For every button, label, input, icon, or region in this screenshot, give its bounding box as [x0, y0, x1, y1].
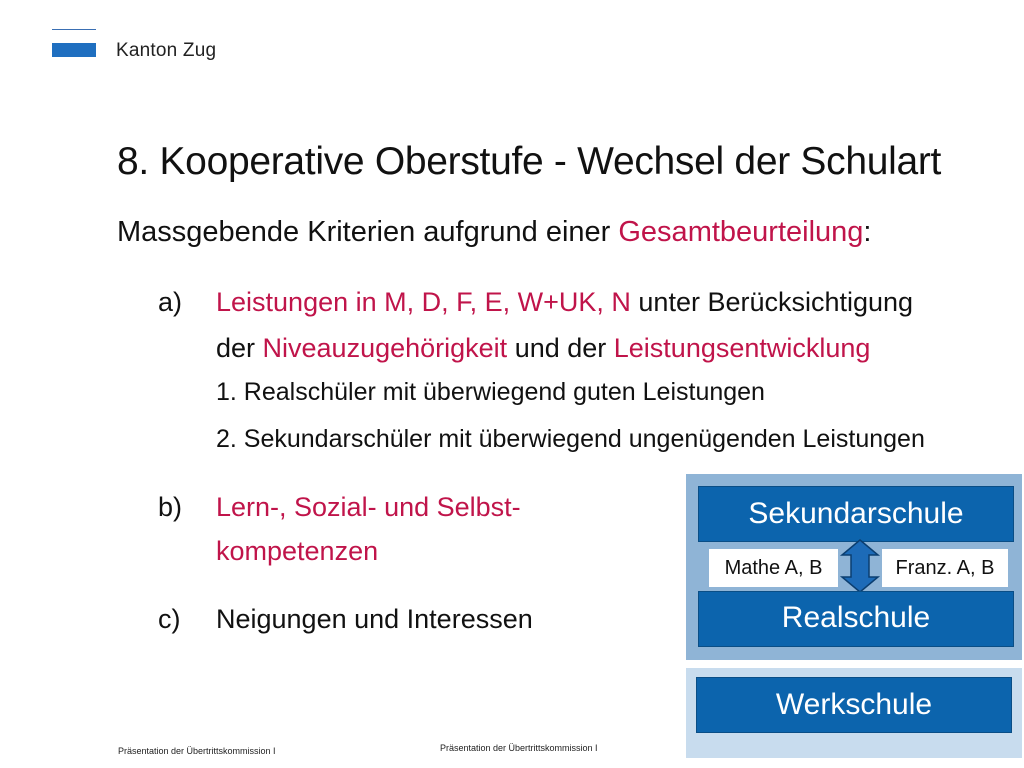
slide-title: 8. Kooperative Oberstufe - Wechsel der Schulart	[117, 140, 942, 183]
item-b-line1: Lern-, Sozial- und Selbst-	[216, 492, 521, 522]
item-a-marker: a)	[158, 287, 183, 317]
footer-center: Präsentation der Übertrittskommission I	[440, 743, 598, 753]
item-c-text: Neigungen und Interessen	[216, 604, 533, 634]
item-b-line2: kompetenzen	[216, 536, 379, 566]
werkschule-box: Werkschule	[696, 677, 1012, 733]
item-a-entwicklung: Leistungsentwicklung	[613, 333, 871, 363]
item-a-der: der	[216, 333, 263, 363]
footer-left: Präsentation der Übertrittskommission I	[118, 746, 276, 756]
mathe-label: Mathe A, B	[709, 549, 838, 587]
item-a-line2	[216, 333, 870, 364]
subtitle-highlight: Gesamtbeurteilung	[618, 216, 864, 248]
item-a-sub1: 1. Realschüler mit überwiegend guten Leistungen	[216, 378, 765, 406]
sekundarschule-box: Sekundarschule	[698, 486, 1014, 542]
realschule-box: Realschule	[698, 591, 1014, 647]
subtitle-suffix: :	[863, 216, 872, 248]
item-a-mid: und der	[507, 333, 614, 363]
item-a-line1	[216, 287, 913, 318]
franz-label: Franz. A, B	[882, 549, 1008, 587]
item-a-line1-rest: unter Berücksichtigung	[630, 287, 914, 317]
brand-name: Kanton Zug	[116, 40, 217, 61]
item-b-marker: b)	[158, 492, 183, 522]
logo-mark	[52, 43, 96, 57]
item-a-subjects: Leistungen in M, D, F, E, W+UK, N	[216, 287, 631, 317]
item-a-sub2: 2. Sekundarschüler mit überwiegend ungenügenden Leistungen	[216, 425, 925, 453]
item-a-niveau: Niveauzugehörigkeit	[262, 333, 508, 363]
subtitle-prefix: Massgebende Kriterien aufgrund einer	[117, 216, 619, 248]
slide-subtitle	[117, 216, 871, 249]
double-arrow-icon	[836, 538, 884, 594]
item-c-marker: c)	[158, 604, 181, 634]
logo-line	[52, 29, 96, 30]
